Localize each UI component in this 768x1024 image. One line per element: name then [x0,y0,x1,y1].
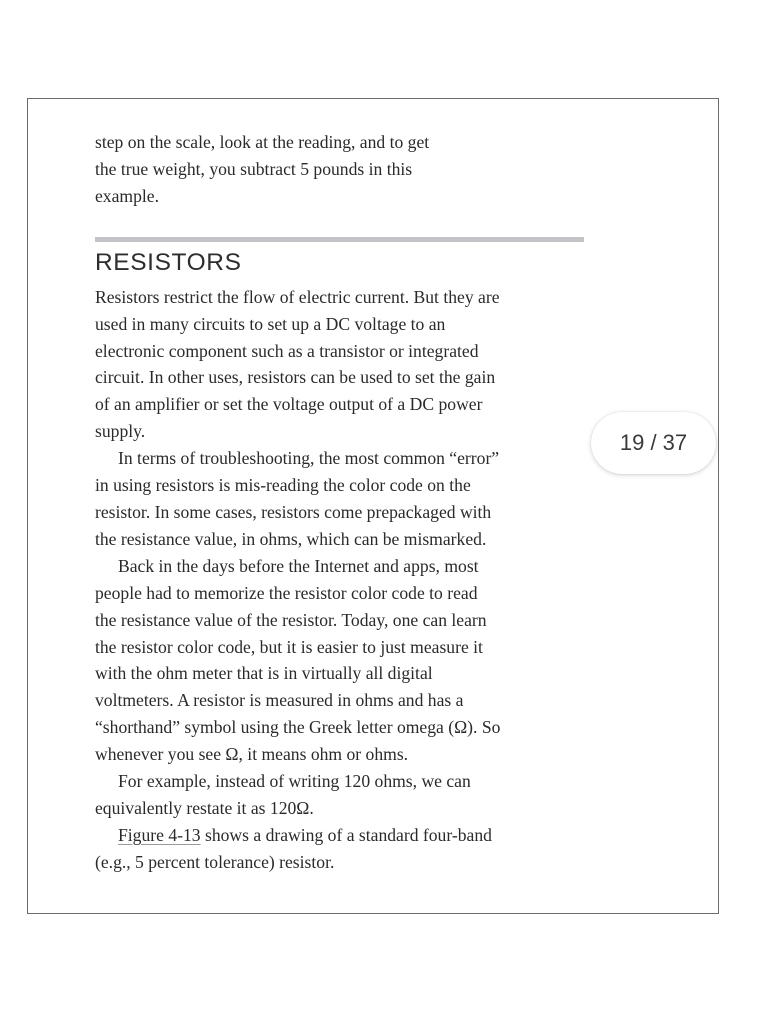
text-line: supply. [95,421,146,442]
text-line: of an amplifier or set the voltage output of a DC power [95,394,483,415]
text-line: the resistance value of the resistor. Today, one can learn [95,609,487,630]
section-heading: RESISTORS [95,248,242,276]
text-line: resistor. In some cases, resistors come prepackaged with [95,501,492,522]
paragraph-4 [95,768,587,822]
text-line: circuit. In other uses, resistors can be used to set the gain [95,367,496,388]
paragraph-1 [95,284,587,445]
text-line: with the ohm meter that is in virtually all digital [95,663,433,684]
text-line: whenever you see Ω, it means ohm or ohms. [95,744,409,765]
text-line: shows a drawing of a standard four-band [200,824,492,845]
text-line: the resistor color code, but it is easier to just measure it [95,636,483,657]
text-line: voltmeters. A resistor is measured in ohms and has a [95,690,464,711]
text-line: example. [95,185,159,206]
text-line: “shorthand” symbol using the Greek letter omega (Ω). So [95,717,501,738]
text-line: electronic component such as a transistor or integrated [95,340,479,361]
intro-paragraph [95,129,515,210]
text-line: the resistance value, in ohms, which can be mismarked. [95,528,487,549]
page-number-label: 19 / 37 [619,430,688,455]
text-line: people had to memorize the resistor color code to read [95,582,478,603]
text-line: Resistors restrict the flow of electric current. But they are [95,286,500,307]
text-line: used in many circuits to set up a DC voltage to an [95,313,446,334]
page-content [95,129,587,876]
figure-link[interactable]: Figure 4-13 [118,824,201,845]
text-line: step on the scale, look at the reading, and to get [95,132,430,152]
text-line: (e.g., 5 percent tolerance) resistor. [95,851,335,872]
text-line: In terms of troubleshooting, the most common “error” [118,448,500,469]
text-line: in using resistors is mis-reading the color code on the [95,475,471,496]
paragraph-3 [95,553,587,768]
text-line: For example, instead of writing 120 ohms, we can [118,771,471,792]
paragraph-2 [95,445,587,553]
document-page [27,98,719,914]
section-divider [95,237,584,242]
text-line: the true weight, you subtract 5 pounds in this [95,158,413,179]
text-line: equivalently restate it as 120Ω. [95,797,314,818]
paragraph-5 [95,822,587,876]
text-line: Back in the days before the Internet and apps, most [118,555,479,576]
page-number-indicator[interactable] [591,412,716,474]
